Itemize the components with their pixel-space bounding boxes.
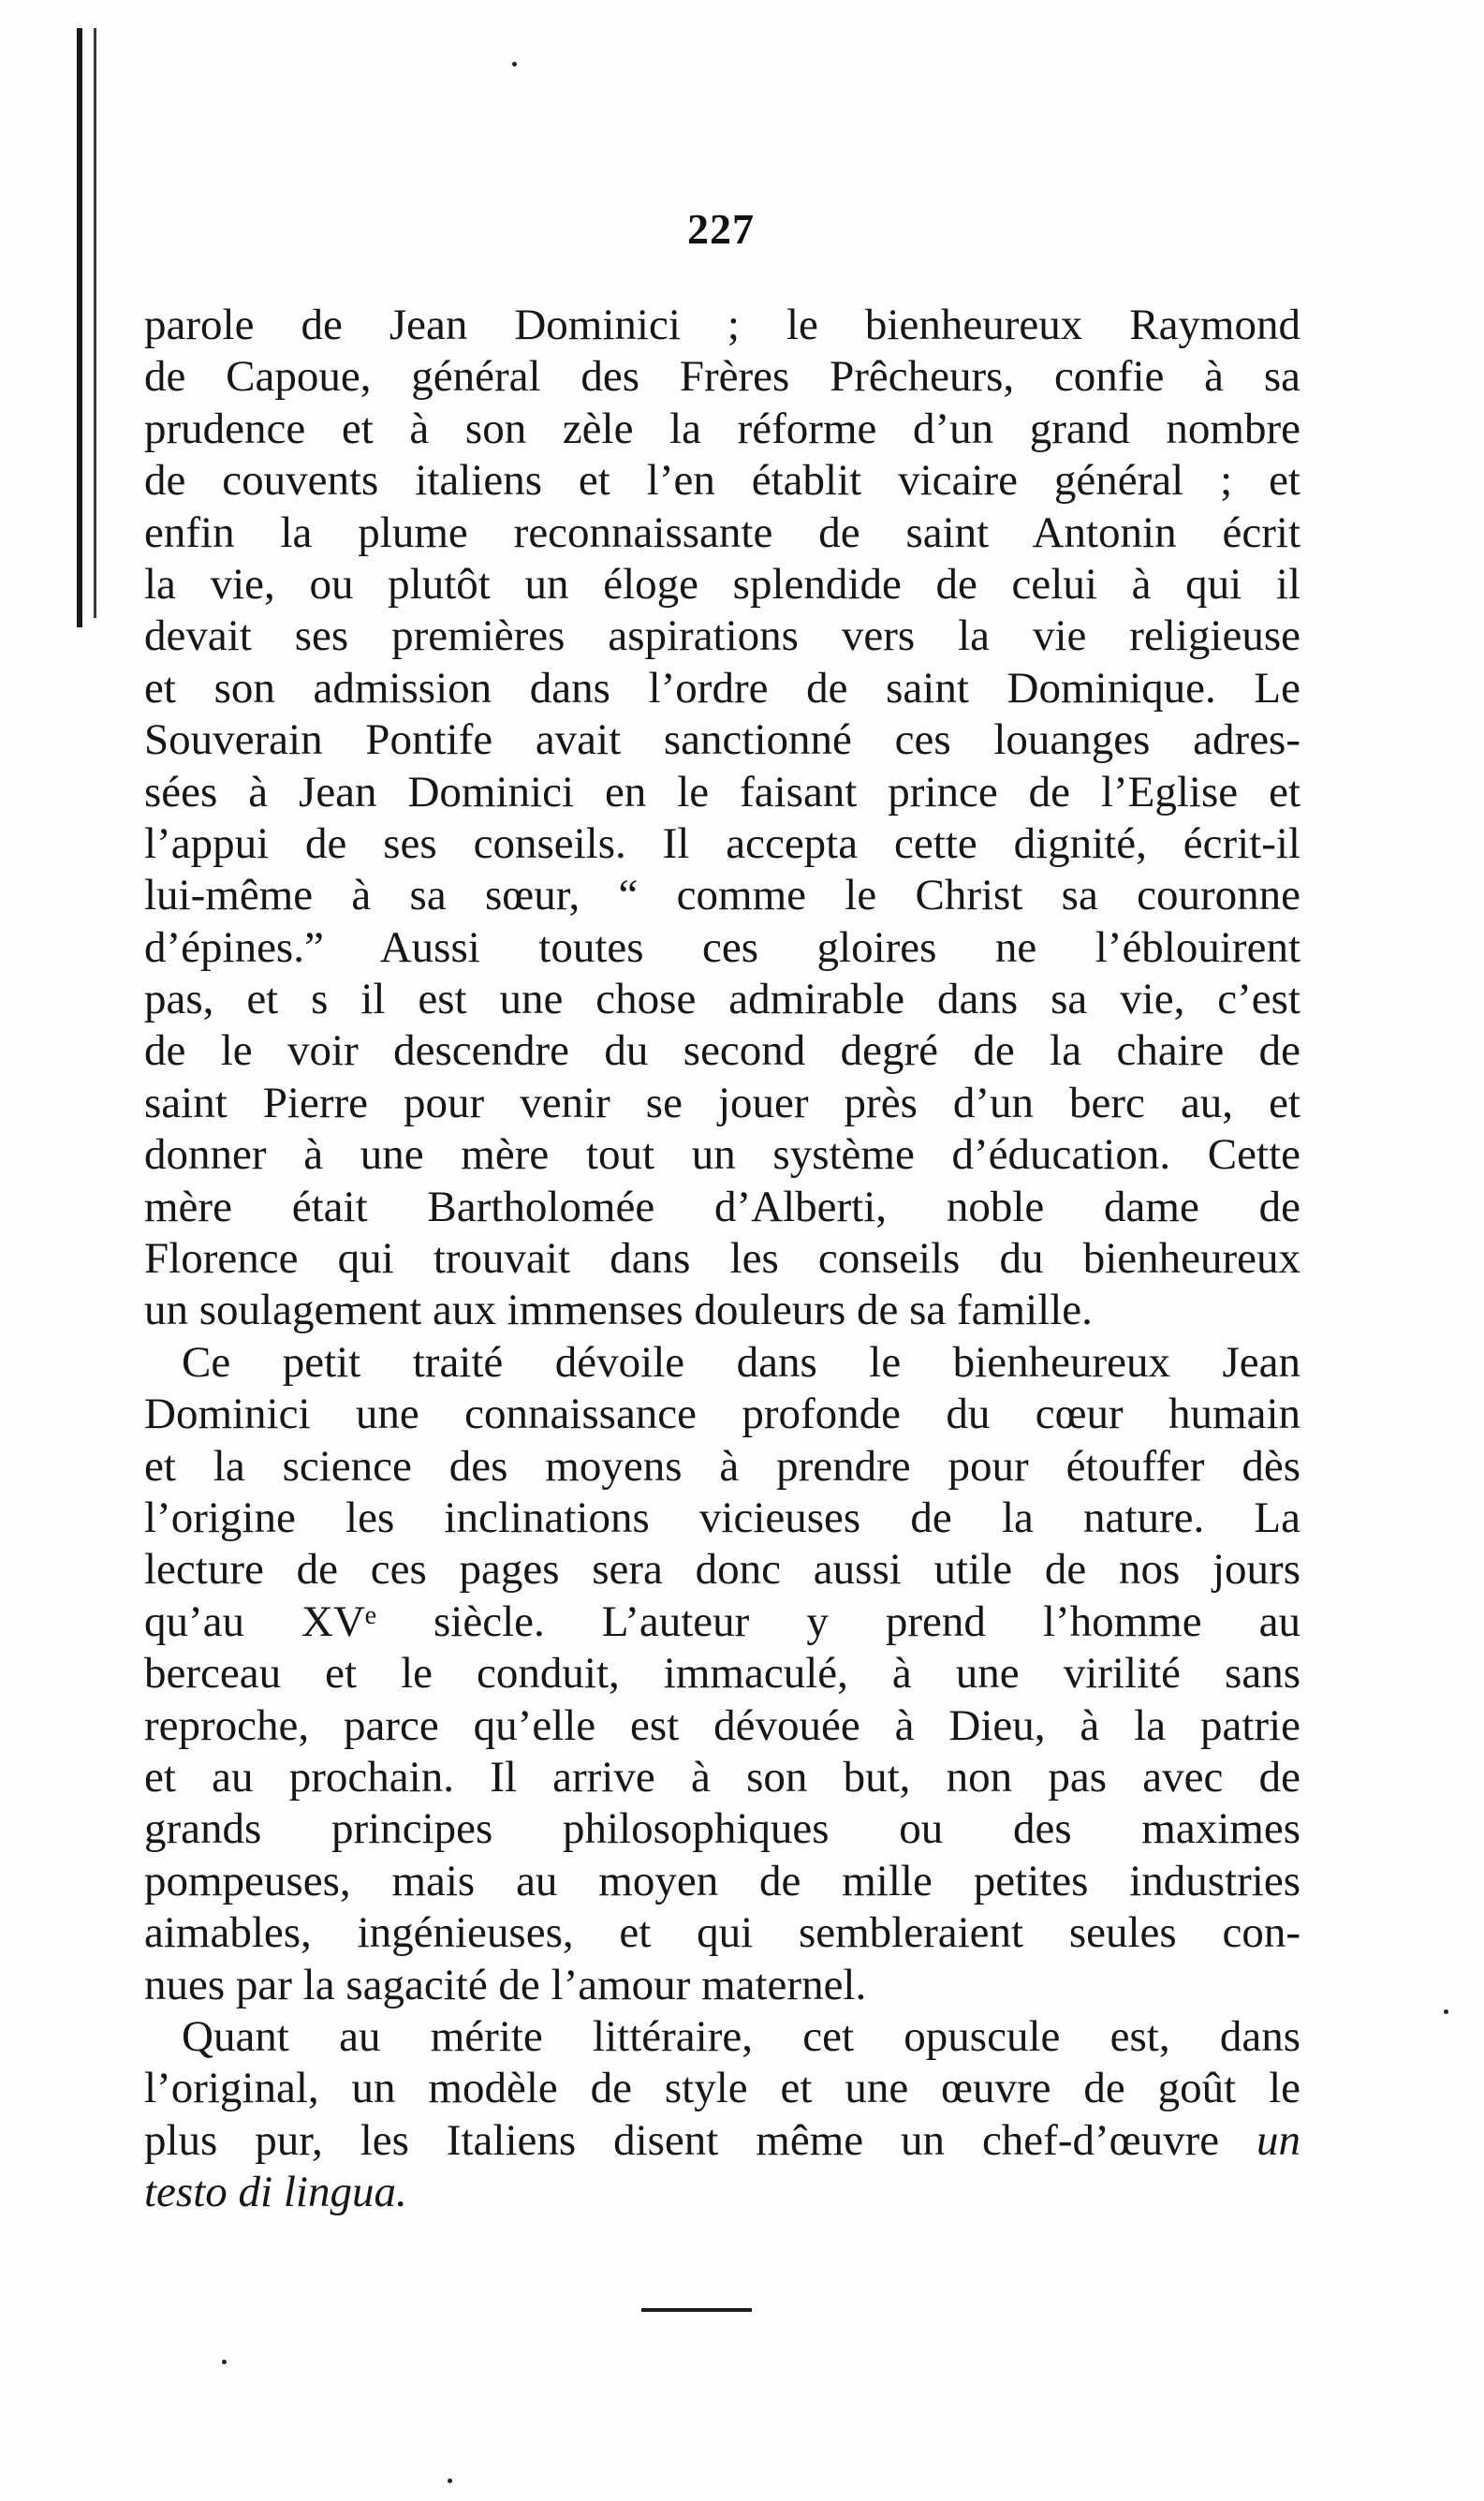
text-line: grands principes philosophiques ou des maximes [144, 1804, 1300, 1854]
text-line-italic: un [1256, 2115, 1300, 2165]
scan-speck [512, 62, 517, 66]
text-line: saint Pierre pour venir se jouer près d’un berc au, et [144, 1078, 1300, 1127]
text-line: lui-même à sa sœur, “ comme le Christ sa couronne [144, 871, 1300, 920]
text-line: d’épines.” Aussi toutes ces gloires ne l’éblouirent [144, 922, 1300, 972]
text-line: l’origine les inclinations vicieuses de la nature. La [144, 1493, 1300, 1542]
left-margin-scan-rule-thin [94, 28, 96, 618]
text-line: de Capoue, général des Frères Prêcheurs, confie à sa [144, 352, 1300, 402]
text-line: un soulagement aux immenses douleurs de sa famille. [144, 1286, 1093, 1335]
text-line: de le voir descendre du second degré de la chaire de [144, 1026, 1300, 1076]
text-line: pas, et s il est une chose admirable dans sa vie, c’est [144, 975, 1300, 1024]
text-line: l’appui de ses conseils. Il accepta cette dignité, écrit-il [144, 818, 1300, 868]
scan-speck [222, 2360, 227, 2364]
text-line: Souverain Pontife avait sanctionné ces louanges adres- [144, 715, 1300, 765]
scan-speck [448, 2479, 452, 2483]
scan-speck [1444, 2009, 1448, 2014]
text-line: et au prochain. Il arrive à son but, non pas avec de [144, 1752, 1300, 1802]
text-line: mère était Bartholomée d’Alberti, noble dame de [144, 1182, 1300, 1231]
page-number: 227 [687, 205, 755, 253]
text-line: prudence et à son zèle la réforme d’un grand nombre [144, 404, 1300, 453]
text-line: la vie, ou plutôt un éloge splendide de celui à qui il [144, 559, 1300, 609]
text-line: et son admission dans l’ordre de saint Dominique. Le [144, 663, 1300, 713]
text-line-roman: plus pur, les Italiens disent même un chef-d’œuvre [144, 2115, 1220, 2165]
text-line: aimables, ingénieuses, et qui sembleraient seules con- [144, 1908, 1300, 1958]
text-line: Quant au mérite littéraire, cet opuscule est, dans [182, 2011, 1300, 2061]
text-line: berceau et le conduit, immaculé, à une virilité sans [144, 1649, 1300, 1699]
text-line: sées à Jean Dominici en le faisant prince de l’Eglise et [144, 767, 1300, 817]
text-line: Dominici une connaissance profonde du cœur humain [144, 1390, 1300, 1439]
text-line: lecture de ces pages sera donc aussi utile de nos jours [144, 1545, 1300, 1595]
text-line: de couvents italiens et l’en établit vicaire général ; et [144, 456, 1300, 506]
text-line: pompeuses, mais au moyen de mille petites industries [144, 1856, 1300, 1905]
text-line: devait ses premières aspirations vers la vie religieuse [144, 611, 1300, 661]
text-line: Florence qui trouvait dans les conseils du bienheureux [144, 1234, 1300, 1284]
body-text [144, 300, 1300, 2218]
text-line: donner à une mère tout un système d’éducation. Cette [144, 1130, 1300, 1180]
text-line: reproche, parce qu’elle est dévouée à Dieu, à la patrie [144, 1700, 1300, 1750]
left-margin-scan-rule [77, 28, 82, 627]
text-line: nues par la sagacité de l’amour maternel. [144, 1960, 867, 2009]
text-line: parole de Jean Dominici ; le bienheureux Raymond [144, 301, 1300, 349]
closing-rule [641, 2308, 752, 2312]
text-line: et la science des moyens à prendre pour étouffer dès [144, 1441, 1300, 1491]
text-line: Ce petit traité dévoile dans le bienheureux Jean [182, 1337, 1300, 1387]
text-line: qu’au XVᵉ siècle. L’auteur y prend l’homme au [144, 1596, 1300, 1646]
text-line: l’original, un modèle de style et une œuvre de goût le [144, 2064, 1300, 2113]
text-line: enfin la plume reconnaissante de saint Antonin écrit [144, 508, 1300, 557]
text-line-italic: testo di lingua. [144, 2168, 407, 2217]
text-line [144, 2115, 1300, 2167]
